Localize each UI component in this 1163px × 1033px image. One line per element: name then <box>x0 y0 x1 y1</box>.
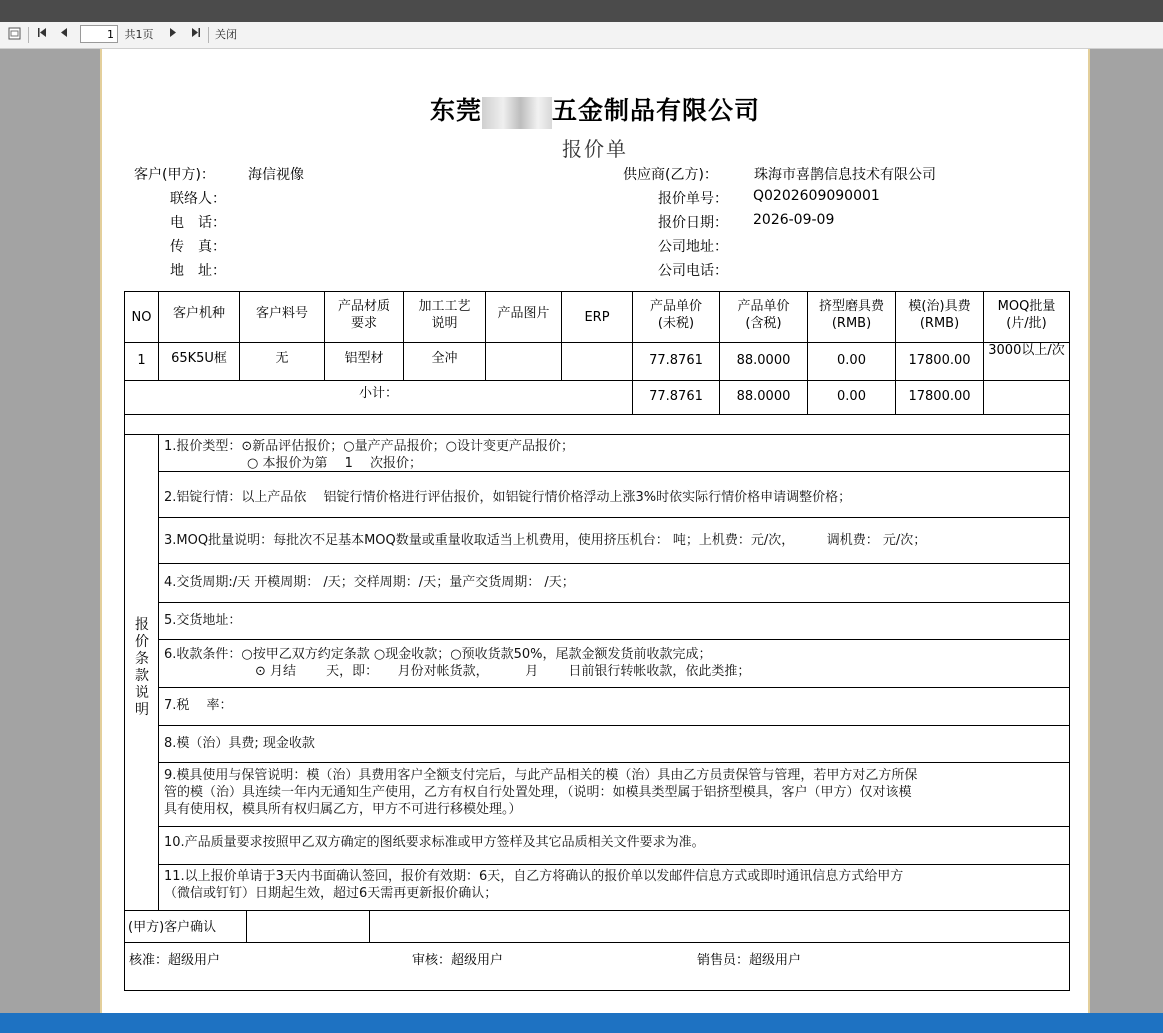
term-3: 3.MOQ批量说明：每批次不足基本MOQ数量或重量收取适当上机费用，使用挤压机台： 吨；上机费：元/次， 调机费： 元/次； <box>164 533 927 548</box>
row-no: 1 <box>137 353 146 368</box>
term-8: 8.模（治）具费; 现金收款 <box>164 736 315 751</box>
row-process: 全冲 <box>431 351 458 366</box>
header-moq: MOQ批量 (片/批) <box>997 299 1056 331</box>
subtotal-mold-fee: 17800.00 <box>908 389 971 404</box>
header-no: NO <box>131 310 152 325</box>
terms-side-label: 报价条款说明 <box>135 617 149 718</box>
subtotal-taxed: 88.0000 <box>736 389 791 404</box>
company-name-left: 东莞 <box>429 96 482 125</box>
term-9: 9.模具使用与保管说明：模（治）具费用客户全额支付完后，与此产品相关的模（治）具由乙方员责保管与管理，若甲方对乙方所保 <box>164 768 918 783</box>
row-material: 铝型材 <box>344 351 384 366</box>
window-titlebar <box>0 0 1163 22</box>
page-number-input[interactable] <box>80 25 118 43</box>
report-toolbar <box>0 22 1163 49</box>
header-customer-model: 客户机种 <box>172 306 225 321</box>
header-customer-part: 客户料号 <box>255 306 308 321</box>
term-6-sub: ⊙ 月结 天，即： 月份对帐货款， 月 日前银行转帐收款，依此类推； <box>255 664 751 679</box>
row-customer-part: 无 <box>275 351 289 366</box>
address-label: 地 址： <box>170 263 226 279</box>
prev-page-icon[interactable] <box>58 27 70 43</box>
row-customer-model: 65K5U框 <box>171 351 227 366</box>
subtotal-untaxed: 77.8761 <box>649 389 703 404</box>
header-process: 加工工艺 说明 <box>418 299 471 331</box>
document-title: 报价单 <box>562 137 628 161</box>
term-1: 1.报价类型：⊙新品评估报价；○量产产品报价；○设计变更产品报价； <box>164 439 574 454</box>
approve-label: 核准：超级用户 <box>129 953 221 968</box>
term-6: 6.收款条件：○按甲乙双方约定条款 ○现金收款；○预收货款50%，尾款金额发货前收款完成； <box>164 647 712 662</box>
quote-date: 2026-09-09 <box>753 212 835 228</box>
term-1-sub: ○ 本报价为第 1 次报价； <box>247 456 423 471</box>
customer-name: 海信视像 <box>248 167 304 183</box>
fax-label: 传 真： <box>170 239 226 255</box>
term-11-line-2: （微信或钉钉）日期起生效，超过6天需再更新报价确认； <box>164 886 498 901</box>
page-total-label: 共1页 <box>124 28 154 41</box>
last-page-icon[interactable] <box>189 27 201 43</box>
term-4: 4.交货周期:/天 开模周期： /天；交样周期：/天；量产交货周期： /天； <box>164 575 575 590</box>
term-5: 5.交货地址： <box>164 613 242 628</box>
header-price-untaxed: 产品单价 (未税) <box>649 299 702 331</box>
company-name <box>102 91 1088 129</box>
print-icon[interactable] <box>7 27 21 43</box>
header-price-taxed: 产品单价 (含税) <box>737 299 790 331</box>
row-price-untaxed: 77.8761 <box>649 353 703 368</box>
supplier-label: 供应商(乙方)： <box>623 167 718 183</box>
header-extrusion-fee: 挤型磨具费 (RMB) <box>818 299 884 331</box>
header-product-image: 产品图片 <box>497 306 550 321</box>
header-erp: ERP <box>584 310 610 325</box>
header-material: 产品材质 要求 <box>337 299 390 331</box>
taskbar <box>0 1013 1163 1033</box>
company-name-right: 五金制品有限公司 <box>552 96 761 125</box>
quote-number-label: 报价单号： <box>658 191 728 207</box>
header-mold-fee: 模(治)具费 (RMB) <box>908 299 971 331</box>
row-extrusion-fee: 0.00 <box>837 353 866 368</box>
subtotal-extrusion-fee: 0.00 <box>837 389 866 404</box>
quotation-page <box>100 49 1090 1013</box>
customer-confirm-label: (甲方)客户确认 <box>128 920 217 935</box>
term-10: 10.产品质量要求按照甲乙双方确定的图纸要求标准或甲方签样及其它品质相关文件要求为准。 <box>164 835 705 850</box>
term-7: 7.税 率： <box>164 698 233 713</box>
salesperson-label: 销售员：超级用户 <box>697 953 802 968</box>
phone-label: 电 话： <box>170 215 226 231</box>
term-2: 2.铝锭行情：以上产品依 铝锭行情价格进行评估报价，如铝锭行情价格浮动上涨3%时依实际行情价格申请调整价格； <box>164 490 852 505</box>
company-phone-label: 公司电话： <box>658 263 728 279</box>
toolbar-separator <box>28 27 29 43</box>
customer-label: 客户(甲方)： <box>134 167 215 183</box>
term-9-line-2: 管的模（治）具连续一年内无通知生产使用，乙方有权自行处置处理，（说明：如模具类型属于铝挤型模具，客户（甲方）仅对该模 <box>164 785 912 800</box>
redacted-block <box>482 97 552 129</box>
close-button[interactable]: 关闭 <box>215 28 237 41</box>
company-address-label: 公司地址： <box>658 239 728 255</box>
supplier-name: 珠海市喜鹊信息技术有限公司 <box>754 167 936 183</box>
term-11: 11.以上报价单请于3天内书面确认签回，报价有效期：6天，自乙方将确认的报价单以发邮件信息方式或即时通讯信息方式给甲方 <box>164 869 904 884</box>
row-moq: 3000以上/次 <box>988 343 1065 358</box>
row-mold-fee: 17800.00 <box>908 353 971 368</box>
subtotal-label: 小计： <box>358 386 398 401</box>
quote-number: Q0202609090001 <box>753 188 880 204</box>
row-price-taxed: 88.0000 <box>736 353 791 368</box>
review-label: 审核：超级用户 <box>412 953 504 968</box>
quote-date-label: 报价日期： <box>658 215 728 231</box>
contact-label: 联络人： <box>170 191 226 207</box>
toolbar-separator <box>208 27 209 43</box>
term-9-line-3: 具有使用权，模具所有权归属乙方，甲方不可进行移模处理。） <box>164 802 522 817</box>
next-page-icon[interactable] <box>166 27 178 43</box>
first-page-icon[interactable] <box>36 27 48 43</box>
